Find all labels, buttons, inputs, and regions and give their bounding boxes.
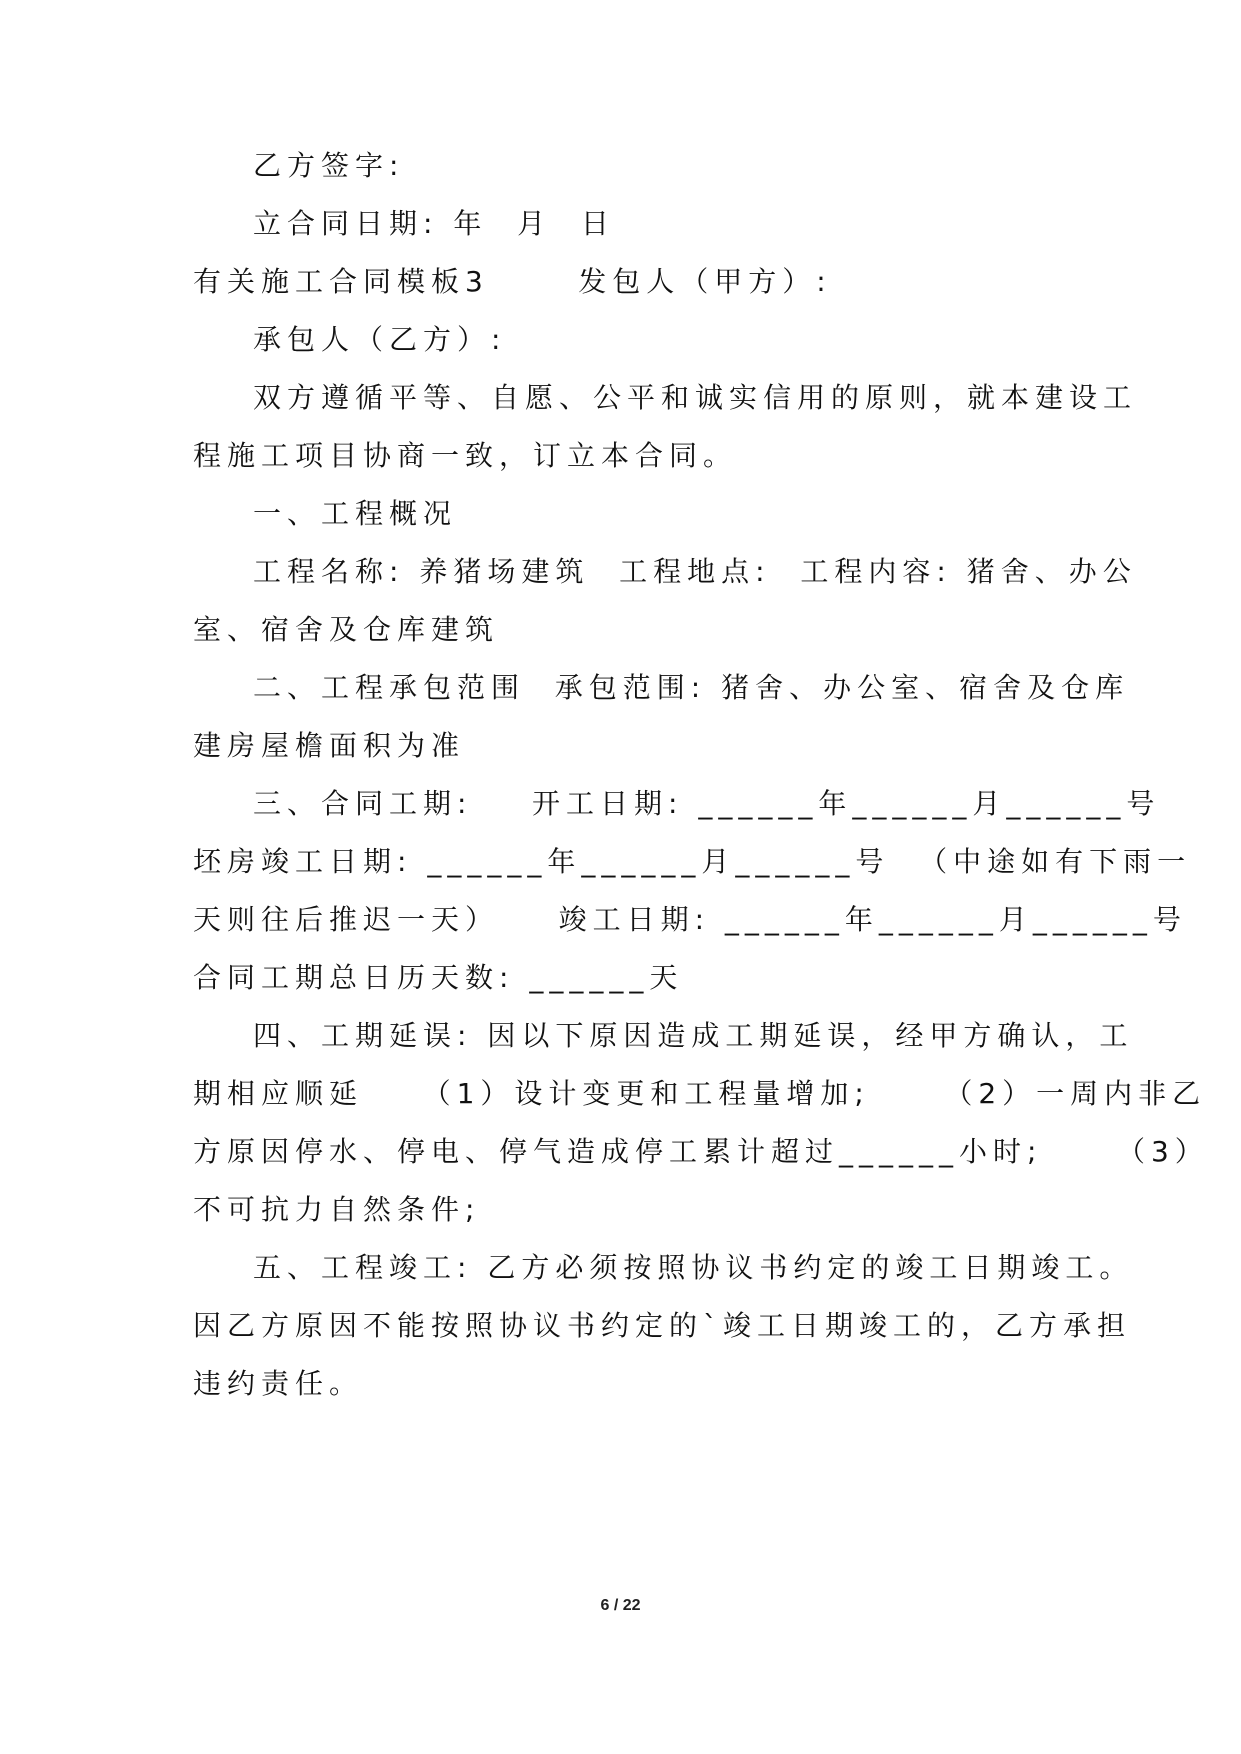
paragraph-line: 三、合同工期: 开工日期: ______年______月______号 (253, 787, 1161, 820)
paragraph-line: 因乙方原因不能按照协议书约定的`竣工日期竣工的，乙方承担 (193, 1309, 1132, 1342)
paragraph-line: 工程名称: 养猪场建筑 工程地点: 工程内容: 猪舍、办公 (253, 555, 1137, 588)
paragraph-line: 五、工程竣工: 乙方必须按照协议书约定的竣工日期竣工。 (253, 1251, 1134, 1284)
section-heading: 一、工程概况 (253, 497, 458, 530)
paragraph-line: 方原因停水、停电、停气造成停工累计超过______小时; （3） (193, 1135, 1209, 1168)
template-heading: 有关施工合同模板3 发包人（甲方）: (193, 265, 832, 298)
paragraph-line: 室、宿舍及仓库建筑 (193, 613, 500, 646)
paragraph-line: 天则往后推迟一天） 竣工日期: ______年______月______号 (193, 903, 1187, 936)
paragraph-line: 坯房竣工日期: ______年______月______号 （中途如有下雨一 (193, 845, 1192, 878)
party-b-signature: 乙方签字: (253, 149, 405, 182)
paragraph-line: 不可抗力自然条件; (193, 1193, 481, 1226)
paragraph-line: 双方遵循平等、自愿、公平和诚实信用的原则，就本建设工 (253, 381, 1138, 414)
page-number: 6 / 22 (600, 1597, 641, 1614)
paragraph-line: 四、工期延误: 因以下原因造成工期延误，经甲方确认，工 (253, 1019, 1134, 1052)
paragraph-line: 建房屋檐面积为准 (193, 729, 466, 762)
contractor-line: 承包人（乙方）: (253, 323, 507, 356)
paragraph-line: 违约责任。 (193, 1367, 364, 1400)
paragraph-line: 二、工程承包范围 承包范围: 猪舍、办公室、宿舍及仓库 (253, 671, 1130, 704)
paragraph-line: 合同工期总日历天数: ______天 (193, 961, 684, 994)
contract-date: 立合同日期: 年 月 日 (253, 207, 615, 240)
paragraph-line: 期相应顺延 （1）设计变更和工程量增加; （2）一周内非乙 (193, 1077, 1207, 1110)
paragraph-line: 程施工项目协商一致，订立本合同。 (193, 439, 738, 472)
